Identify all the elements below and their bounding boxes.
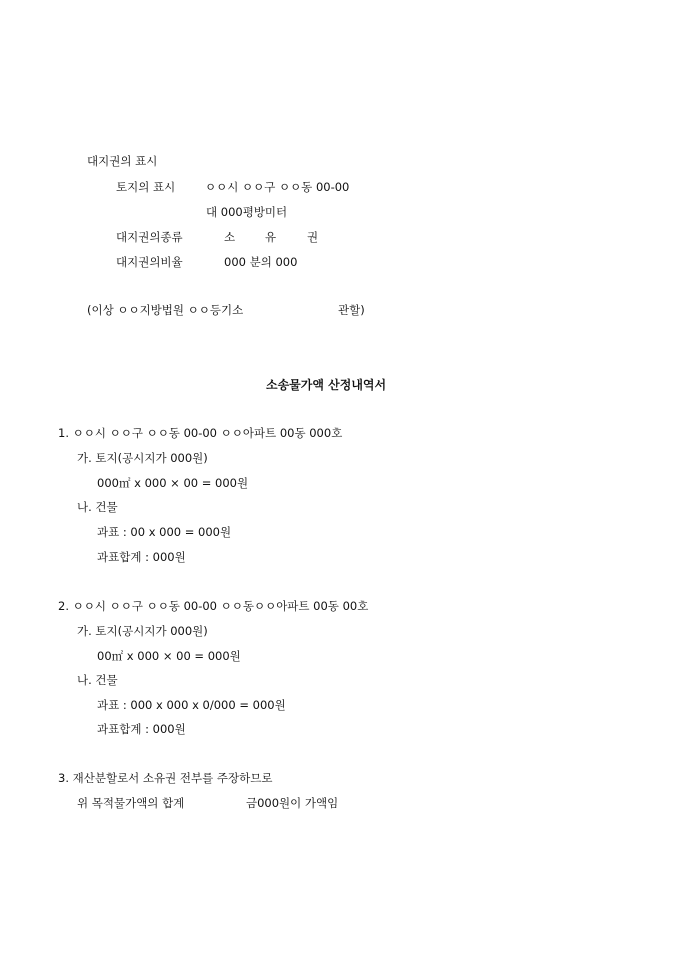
ratio-label: 대지권의비율 bbox=[116, 255, 183, 269]
item1-building-total: 과표합계 : 000원 bbox=[97, 550, 186, 564]
land-area: 대 000평방미터 bbox=[206, 205, 288, 219]
right-type-char-1: 소 bbox=[224, 230, 236, 244]
right-type-char-3: 권 bbox=[307, 230, 319, 244]
ratio-value: 000 분의 000 bbox=[224, 255, 298, 269]
total-value: 금000원이 가액임 bbox=[246, 796, 339, 810]
item2-building-total: 과표합계 : 000원 bbox=[97, 722, 186, 736]
item3-header: 3. 재산분할로서 소유권 전부를 주장하므로 bbox=[58, 771, 273, 785]
land-label: 토지의 표시 bbox=[116, 180, 176, 194]
jurisdiction-prefix: (이상 ㅇㅇ지방법원 ㅇㅇ등기소 bbox=[87, 303, 244, 317]
right-type-label: 대지권의종류 bbox=[116, 230, 183, 244]
land-address: ㅇㅇ시 ㅇㅇ구 ㅇㅇ동 00-00 bbox=[205, 180, 350, 194]
total-label: 위 목적물가액의 합계 bbox=[77, 796, 185, 810]
item2-building-formula: 과표 : 000 x 000 x 0/000 = 000원 bbox=[97, 698, 286, 712]
item2-header: 2. ㅇㅇ시 ㅇㅇ구 ㅇㅇ동 00-00 ㅇㅇ동ㅇㅇ아파트 00동 00호 bbox=[58, 599, 369, 613]
item1-land-heading: 가. 토지(공시지가 000원) bbox=[77, 451, 208, 465]
item2-land-heading: 가. 토지(공시지가 000원) bbox=[77, 624, 208, 638]
right-type-char-2: 유 bbox=[265, 230, 277, 244]
item2-building-heading: 나. 건물 bbox=[77, 673, 118, 687]
jurisdiction-suffix: 관할) bbox=[338, 303, 365, 317]
item1-header: 1. ㅇㅇ시 ㅇㅇ구 ㅇㅇ동 00-00 ㅇㅇ아파트 00동 000호 bbox=[58, 426, 343, 440]
item1-building-formula: 과표 : 00 x 000 = 000원 bbox=[97, 525, 232, 539]
land-rights-heading: 대지권의 표시 bbox=[87, 154, 158, 168]
item1-building-heading: 나. 건물 bbox=[77, 500, 118, 514]
item2-land-formula: 00㎡ x 000 × 00 = 000원 bbox=[97, 649, 241, 663]
item1-land-formula: 000㎡ x 000 × 00 = 000원 bbox=[97, 476, 249, 490]
calc-title: 소송물가액 산정내역서 bbox=[266, 378, 387, 392]
